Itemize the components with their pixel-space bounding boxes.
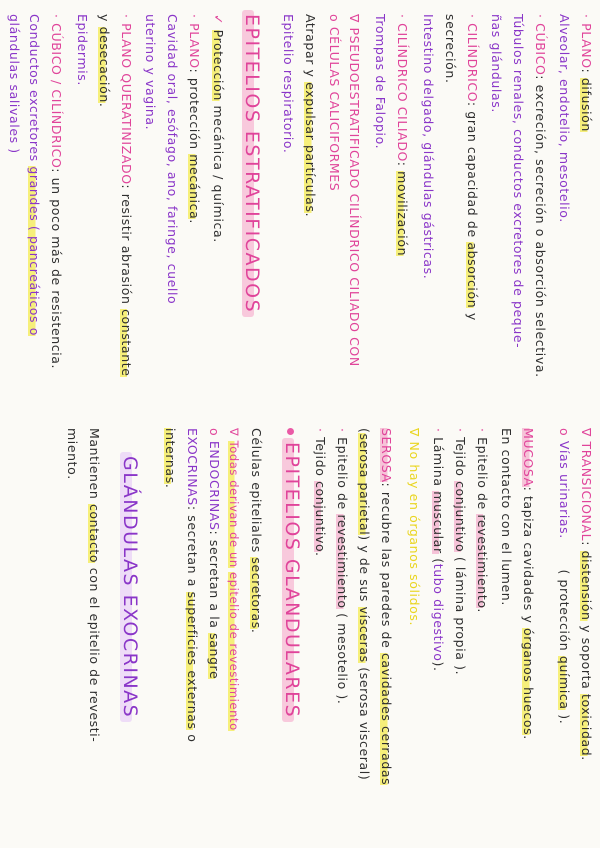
- text: Tejido: [313, 437, 328, 477]
- column-membranes-glands: [0, 428, 600, 844]
- bullet: ·: [313, 428, 328, 433]
- bullet: ·: [431, 428, 446, 433]
- examples: Vías urinarias.: [557, 440, 572, 539]
- bullet: ∇: [347, 14, 362, 23]
- bullet: ·: [395, 14, 410, 19]
- mucosa-line: [520, 428, 536, 740]
- text: : protección: [187, 68, 202, 150]
- bullet: ∇: [227, 428, 241, 437]
- text: Epitelio de: [335, 437, 350, 510]
- estrat-queratinizado: [118, 14, 134, 377]
- cubico-examples-2: ñas glándulas.: [489, 14, 504, 113]
- cubico-examples-1: Túbulos renales, conductos excretores de peque-: [511, 14, 526, 349]
- highlight: difusión: [579, 77, 594, 132]
- transicional-ex: [556, 428, 572, 724]
- cilindrico-cont: secreción.: [443, 14, 458, 84]
- mucosa-cont: En contacto con el lumen.: [499, 428, 514, 606]
- highlight: muscular: [431, 491, 446, 554]
- keyword: CILÍNDRICO: [465, 23, 480, 102]
- highlight: órganos huecos: [521, 628, 536, 736]
- ciliado-line: [394, 14, 410, 256]
- keyword: PLANO: [187, 23, 202, 69]
- highlight: química: [557, 655, 572, 710]
- text: .: [187, 219, 202, 224]
- highlight: cavidades cerradas: [379, 652, 394, 786]
- highlight: superficies externas: [185, 591, 200, 730]
- text: : gran capacidad de: [465, 101, 480, 238]
- plano-line: [578, 14, 594, 132]
- pseudo-line-2: [326, 14, 342, 191]
- bullet: ·: [49, 14, 64, 19]
- mucosa-note: [406, 428, 422, 626]
- estrat-querat-cont: [96, 14, 112, 107]
- bullet: ·: [475, 428, 490, 433]
- bullet: ∇: [407, 428, 422, 437]
- pseudo-examples: Epitelio respiratorio.: [281, 14, 296, 154]
- highlight: mecánica: [187, 154, 202, 220]
- estrat-protection: [210, 14, 226, 243]
- cubico-line: [532, 14, 548, 378]
- text: .: [407, 621, 422, 627]
- highlight: distensión: [579, 550, 594, 621]
- heading-glandulares: [280, 442, 304, 718]
- highlight: expulsar partículas: [303, 82, 318, 213]
- text: : excreción, secreción o absorción selectiva.: [533, 75, 548, 378]
- bullet: ·: [335, 428, 350, 433]
- transicional-line: [578, 428, 594, 761]
- keyword: PSEUDOESTRATIFICADO CILÍNDRICO CILIADO CON: [347, 27, 362, 367]
- text: Células epiteliales: [249, 428, 264, 553]
- text: o: [185, 729, 200, 743]
- text: con el epitelio de revesti-: [87, 563, 102, 743]
- exocrinas-desc: [86, 428, 102, 742]
- gland-cells: [248, 428, 264, 633]
- ciliado-examples: Trompas de Falopio.: [373, 14, 388, 150]
- bullet: o: [327, 14, 342, 23]
- heading-text: GLÁNDULAS EXOCRINAS: [119, 456, 141, 719]
- bullet: o: [557, 428, 572, 437]
- text: : secretan a: [185, 505, 200, 587]
- keyword: CILÍNDRICO CILIADO: [395, 23, 410, 162]
- gland-exocrinas-cont: [162, 428, 178, 488]
- highlight: contacto: [87, 503, 102, 564]
- highlight: toxicidad: [579, 693, 594, 757]
- highlight: serosa parietal: [357, 433, 372, 536]
- bullet: ∇: [579, 428, 594, 437]
- text: :: [395, 161, 410, 167]
- heading-estratificados: [240, 14, 264, 313]
- text: :: [579, 541, 594, 547]
- text: (: [431, 553, 446, 564]
- column-epithelium-types: [0, 0, 600, 420]
- pseudo-line-1: [346, 14, 362, 367]
- keyword: CÉLULAS CALICIFORMES: [327, 26, 342, 192]
- gland-endocrinas: [206, 428, 222, 679]
- keyword: órganos sólidos: [407, 515, 422, 622]
- bullet: o: [207, 428, 222, 437]
- text: Atrapar y: [303, 14, 318, 78]
- highlight: revestimiento: [475, 514, 490, 609]
- estrat-plano-ex1: Cavidad oral, esófago, ano, faringe, cuello: [165, 14, 180, 305]
- highlight: vísceras: [357, 606, 372, 663]
- text: Conductos excretores: [27, 14, 42, 162]
- highlight: sangre: [207, 633, 222, 680]
- highlight: revestimiento: [335, 514, 350, 609]
- plano-examples: Alveolar, endotelio, mesotelio.: [557, 14, 572, 223]
- highlight: absorción: [465, 242, 480, 309]
- text: ( lámina propia ).: [453, 552, 468, 676]
- text: ).: [557, 709, 572, 725]
- text: (serosa visceral): [357, 662, 372, 781]
- highlight: epitelio de revestimiento: [227, 572, 241, 731]
- highlight: conjuntivo: [313, 481, 328, 553]
- bullet: ·: [465, 14, 480, 19]
- heading-dot: [287, 428, 294, 435]
- text: Lámina: [431, 437, 446, 487]
- highlight: movilización: [395, 171, 410, 257]
- highlight: conjuntivo: [453, 481, 468, 553]
- bullet: ·: [453, 428, 468, 433]
- keyword: ENDOCRINAS: [207, 440, 222, 531]
- cilindrico-examples: Intestino delgado, glándulas gástricas.: [421, 14, 436, 280]
- bullet: ✓: [211, 14, 226, 26]
- text: y: [465, 308, 480, 321]
- text: ( protección: [557, 569, 572, 652]
- text: ).: [431, 661, 446, 672]
- serosa-epitelio: [334, 428, 350, 704]
- text: :: [579, 68, 594, 74]
- text: : resistir abrasión: [119, 184, 134, 305]
- keyword: SEROSA: [379, 428, 394, 483]
- bullet: ·: [579, 14, 594, 19]
- estrat-plano-ex2: uterino y vagina.: [143, 14, 158, 131]
- keyword: TRANSICIONAL: [579, 441, 594, 542]
- estrat-cubico: [48, 14, 64, 369]
- text: .: [579, 756, 594, 761]
- text: y: [97, 14, 112, 22]
- keyword: PLANO QUERATINIZADO: [119, 23, 134, 185]
- mucosa-tejido: [452, 428, 468, 675]
- text: .: [475, 608, 490, 613]
- exocrinas-desc-cont: miento.: [65, 428, 80, 480]
- text: : un poco más de resistencia.: [49, 168, 64, 370]
- mucosa-epitelio: [474, 428, 490, 613]
- text: No hay en: [407, 441, 422, 511]
- pseudo-function: [302, 14, 318, 217]
- text: .: [303, 212, 318, 218]
- text: : secretan a la: [207, 530, 222, 629]
- estrat-querat-ex: Epidermis.: [75, 14, 90, 86]
- highlight: desecación: [97, 26, 112, 103]
- keyword: CÚBICO: [533, 23, 548, 76]
- heading-exocrinas: [118, 456, 142, 718]
- mucosa-lamina: [430, 428, 446, 672]
- text: y soporta: [579, 620, 594, 690]
- text: (: [357, 428, 372, 434]
- text: .: [163, 483, 178, 489]
- highlight: Protección: [211, 29, 226, 101]
- gland-origin: [226, 428, 242, 731]
- highlight: grandes ( pancreáticos o: [27, 166, 42, 336]
- estrat-cubico-ex1: [26, 14, 42, 336]
- keyword: EXOCRINAS: [185, 428, 200, 506]
- text: .: [97, 102, 112, 108]
- text: Tejido: [453, 437, 468, 477]
- highlight: secretoras: [249, 557, 264, 629]
- serosa-cont: [356, 428, 372, 780]
- text: : recubre las paredes de: [379, 482, 394, 649]
- keyword: tubo digestivo: [431, 563, 446, 662]
- highlight: constante: [119, 309, 134, 377]
- keyword: PLANO: [579, 23, 594, 69]
- bullet: ·: [119, 14, 134, 19]
- highlight: internas: [163, 428, 178, 484]
- serosa-tejido: [312, 428, 328, 557]
- estrat-cubico-ex2: glándulas salivales ): [7, 14, 22, 154]
- heading-text: EPITELIOS ESTRATIFICADOS: [241, 14, 263, 314]
- text: .: [249, 628, 264, 634]
- text: ) y de sus: [357, 535, 372, 603]
- text: Epitelio de: [475, 437, 490, 510]
- text: .: [313, 552, 328, 557]
- highlight: Todas derivan de un: [227, 440, 241, 568]
- bullet: ·: [533, 14, 548, 19]
- serosa-line: [378, 428, 394, 785]
- text: : tapiza cavidades y: [521, 486, 536, 624]
- cilindrico-line: [464, 14, 480, 321]
- heading-text: EPITELIOS GLANDULARES: [281, 442, 303, 719]
- estrat-plano: [186, 14, 202, 224]
- keyword: CÚBICO / CILÍNDRICO: [49, 23, 64, 169]
- gland-exocrinas: [184, 428, 200, 742]
- text: mecánica / química.: [211, 100, 226, 243]
- text: Mantienen: [87, 428, 102, 500]
- bullet: ·: [187, 14, 202, 19]
- text: .: [521, 735, 536, 740]
- keyword: MUCOSA: [521, 428, 536, 487]
- text: ( mesotelio ).: [335, 608, 350, 705]
